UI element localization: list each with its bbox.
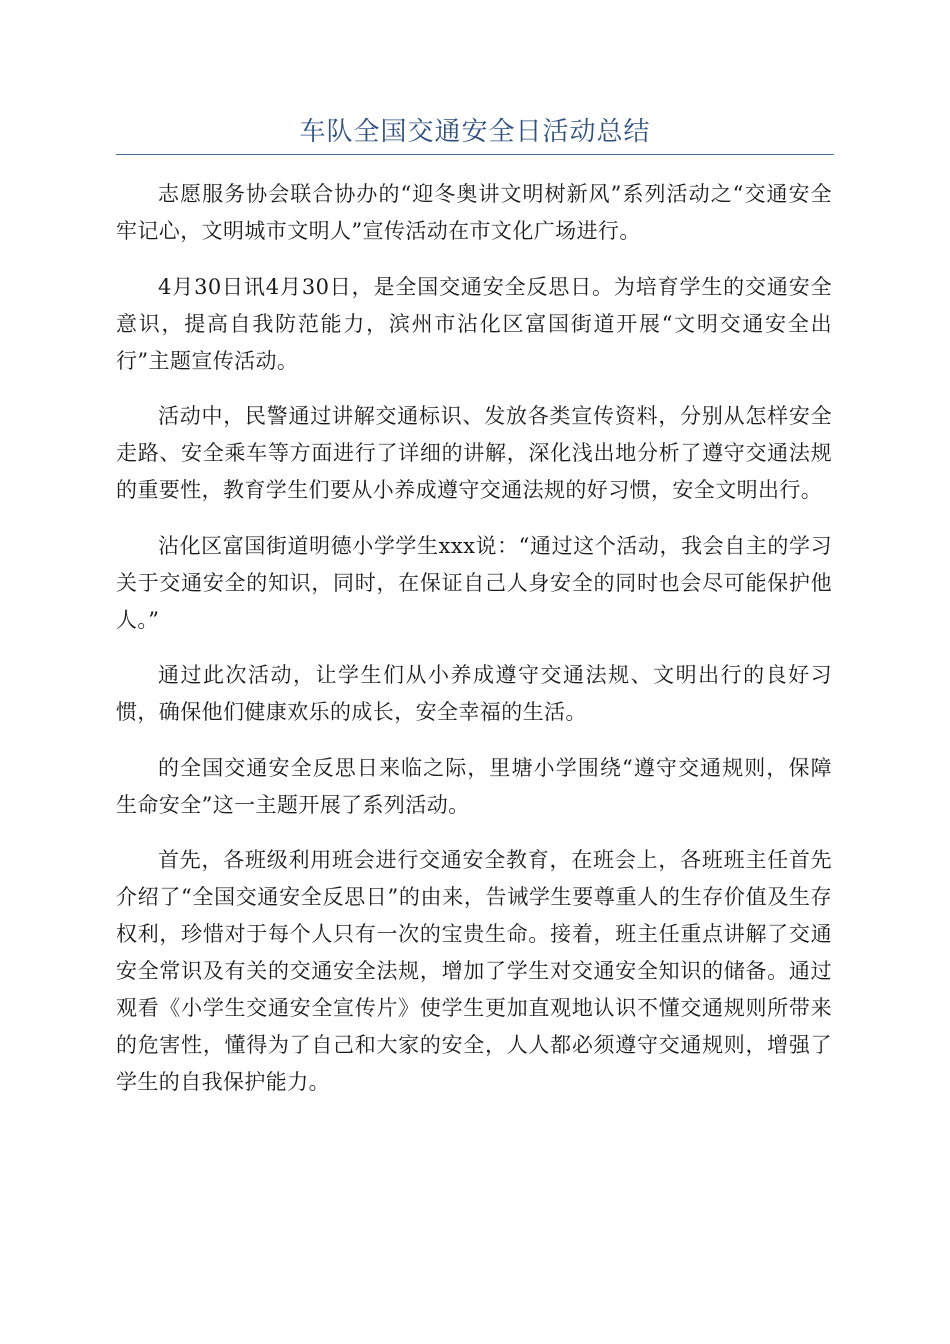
- paragraph-1: 志愿服务协会联合协办的“迎冬奥讲文明树新风”系列活动之“交通安全牢记心，文明城市文明人”宣传活动在市文化广场进行。: [116, 182, 832, 243]
- paragraph-6: 的全国交通安全反思日来临之际，里塘小学围绕“遵守交通规则，保障生命安全”这一主题开展了系列活动。: [116, 755, 832, 817]
- paragraph-2: 4月30日讯4月30日，是全国交通安全反思日。为培育学生的交通安全意识，提高自我防范能力，滨州市沾化区富国街道开展“文明交通安全出行”主题宣传活动。: [116, 274, 832, 373]
- paragraph-5: 通过此次活动，让学生们从小养成遵守交通法规、文明出行的良好习惯，确保他们健康欢乐的成长，安全幸福的生活。: [116, 663, 832, 724]
- paragraph-4: 沾化区富国街道明德小学学生xxx说：“通过这个活动，我会自主的学习关于交通安全的知识，同时，在保证自己人身安全的同时也会尽可能保护他人。”: [116, 533, 832, 632]
- title-underline: [116, 154, 834, 155]
- page-title: 车队全国交通安全日活动总结: [299, 117, 651, 147]
- paragraph-7: 首先，各班级利用班会进行交通安全教育，在班会上，各班班主任首先介绍了“全国交通安全反思日”的由来，告诫学生要尊重人的生存价值及生存权利，珍惜对于每个人只有一次的宝贵生命。接着，班主任重点讲解了交通安全常识及有关的交通安全法规，增加了学生对交通安全知识的储备。通过观看《小学生交通安全宣传片》使学生更加直观地认识不懂交通规则所带来的危害性，懂得为了自己和大家的安全，人人都必须遵守交通规则，增强了学生的自我保护能力。: [116, 848, 832, 1094]
- paragraph-3: 活动中，民警通过讲解交通标识、发放各类宣传资料，分别从怎样安全走路、安全乘车等方面进行了详细的讲解，深化浅出地分析了遵守交通法规的重要性，教育学生们要从小养成遵守交通法规的好习惯，安全文明出行。: [116, 404, 832, 502]
- document-body: [116, 176, 832, 1120]
